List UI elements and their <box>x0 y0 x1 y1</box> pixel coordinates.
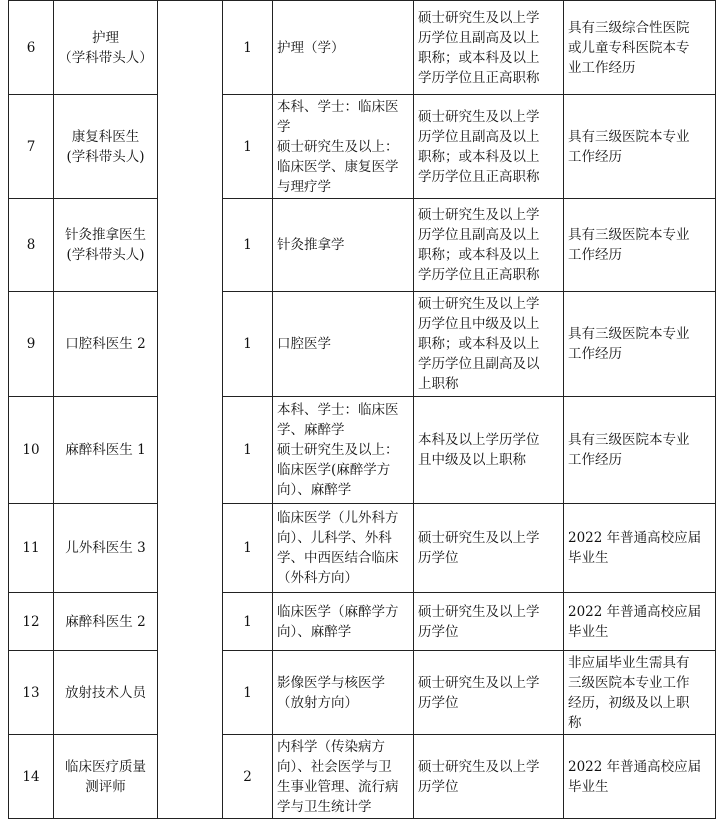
table-row <box>9 292 716 397</box>
row-number: 6 <box>9 1 54 95</box>
hiring-count: 1 <box>223 593 273 651</box>
row-number: 8 <box>9 199 54 292</box>
post-name: 护理 （学科带头人） <box>54 1 158 95</box>
major-requirement: 临床医学（麻醉学方 向）、麻醉学 <box>273 593 414 651</box>
major-requirement: 本科、学士：临床医 学、麻醉学 硕士研究生及以上： 临床医学(麻醉学方 向）、麻醉学 <box>273 397 414 504</box>
other-requirement: 具有三级医院本专业 工作经历 <box>564 199 716 292</box>
other-requirement: 2022 年普通高校应届 毕业生 <box>564 593 716 651</box>
post-name: 针灸推拿医生 (学科带头人) <box>54 199 158 292</box>
post-name: 临床医疗质量 测评师 <box>54 735 158 819</box>
other-requirement: 具有三级医院本专业 工作经历 <box>564 95 716 199</box>
table-row <box>9 397 716 504</box>
row-number: 7 <box>9 95 54 199</box>
hiring-count: 1 <box>223 504 273 593</box>
degree-requirement: 硕士研究生及以上学 历学位 <box>414 504 564 593</box>
other-requirement: 2022 年普通高校应届 毕业生 <box>564 504 716 593</box>
post-name: 放射技术人员 <box>54 651 158 735</box>
major-requirement: 临床医学（儿外科方 向）、儿科学、外科 学、中西医结合临床 （外科方向） <box>273 504 414 593</box>
degree-requirement: 硕士研究生及以上学 历学位且中级及以上 职称；或本科及以上 学历学位且副高及以 上职称 <box>414 292 564 397</box>
post-name: 康复科医生 (学科带头人) <box>54 95 158 199</box>
department-cell <box>158 1 223 819</box>
hiring-count: 1 <box>223 651 273 735</box>
major-requirement: 针灸推拿学 <box>273 199 414 292</box>
table-row <box>9 735 716 819</box>
row-number: 9 <box>9 292 54 397</box>
hiring-count: 1 <box>223 397 273 504</box>
row-number: 10 <box>9 397 54 504</box>
other-requirement: 具有三级医院本专业 工作经历 <box>564 292 716 397</box>
hiring-count: 1 <box>223 95 273 199</box>
other-requirement: 非应届毕业生需具有 三级医院本专业工作 经历，初级及以上职 称 <box>564 651 716 735</box>
table-body <box>9 1 716 819</box>
row-number: 13 <box>9 651 54 735</box>
post-name: 口腔科医生 2 <box>54 292 158 397</box>
hiring-count: 1 <box>223 1 273 95</box>
hiring-count: 2 <box>223 735 273 819</box>
table-row <box>9 504 716 593</box>
degree-requirement: 硕士研究生及以上学 历学位且副高及以上 职称；或本科及以上 学历学位且正高职称 <box>414 199 564 292</box>
post-name: 麻醉科医生 1 <box>54 397 158 504</box>
job-table <box>8 0 716 819</box>
post-name: 儿外科医生 3 <box>54 504 158 593</box>
degree-requirement: 硕士研究生及以上学 历学位 <box>414 651 564 735</box>
hiring-count: 1 <box>223 199 273 292</box>
degree-requirement: 硕士研究生及以上学 历学位 <box>414 593 564 651</box>
post-name: 麻醉科医生 2 <box>54 593 158 651</box>
other-requirement: 2022 年普通高校应届 毕业生 <box>564 735 716 819</box>
major-requirement: 本科、学士：临床医 学 硕士研究生及以上： 临床医学、康复医学 与理疗学 <box>273 95 414 199</box>
other-requirement: 具有三级医院本专业 工作经历 <box>564 397 716 504</box>
table-row <box>9 1 716 95</box>
major-requirement: 影像医学与核医学 （放射方向） <box>273 651 414 735</box>
hiring-count: 1 <box>223 292 273 397</box>
degree-requirement: 硕士研究生及以上学 历学位且副高及以上 职称；或本科及以上 学历学位且正高职称 <box>414 1 564 95</box>
other-requirement: 具有三级综合性医院 或儿童专科医院本专 业工作经历 <box>564 1 716 95</box>
major-requirement: 护理（学） <box>273 1 414 95</box>
row-number: 11 <box>9 504 54 593</box>
major-requirement: 内科学（传染病方 向）、社会医学与卫 生事业管理、流行病 学与卫生统计学 <box>273 735 414 819</box>
degree-requirement: 硕士研究生及以上学 历学位且副高及以上 职称；或本科及以上 学历学位且正高职称 <box>414 95 564 199</box>
table-row <box>9 593 716 651</box>
table-row <box>9 95 716 199</box>
row-number: 14 <box>9 735 54 819</box>
degree-requirement: 本科及以上学历学位 且中级及以上职称 <box>414 397 564 504</box>
degree-requirement: 硕士研究生及以上学 历学位 <box>414 735 564 819</box>
row-number: 12 <box>9 593 54 651</box>
table-row <box>9 651 716 735</box>
table-row <box>9 199 716 292</box>
major-requirement: 口腔医学 <box>273 292 414 397</box>
